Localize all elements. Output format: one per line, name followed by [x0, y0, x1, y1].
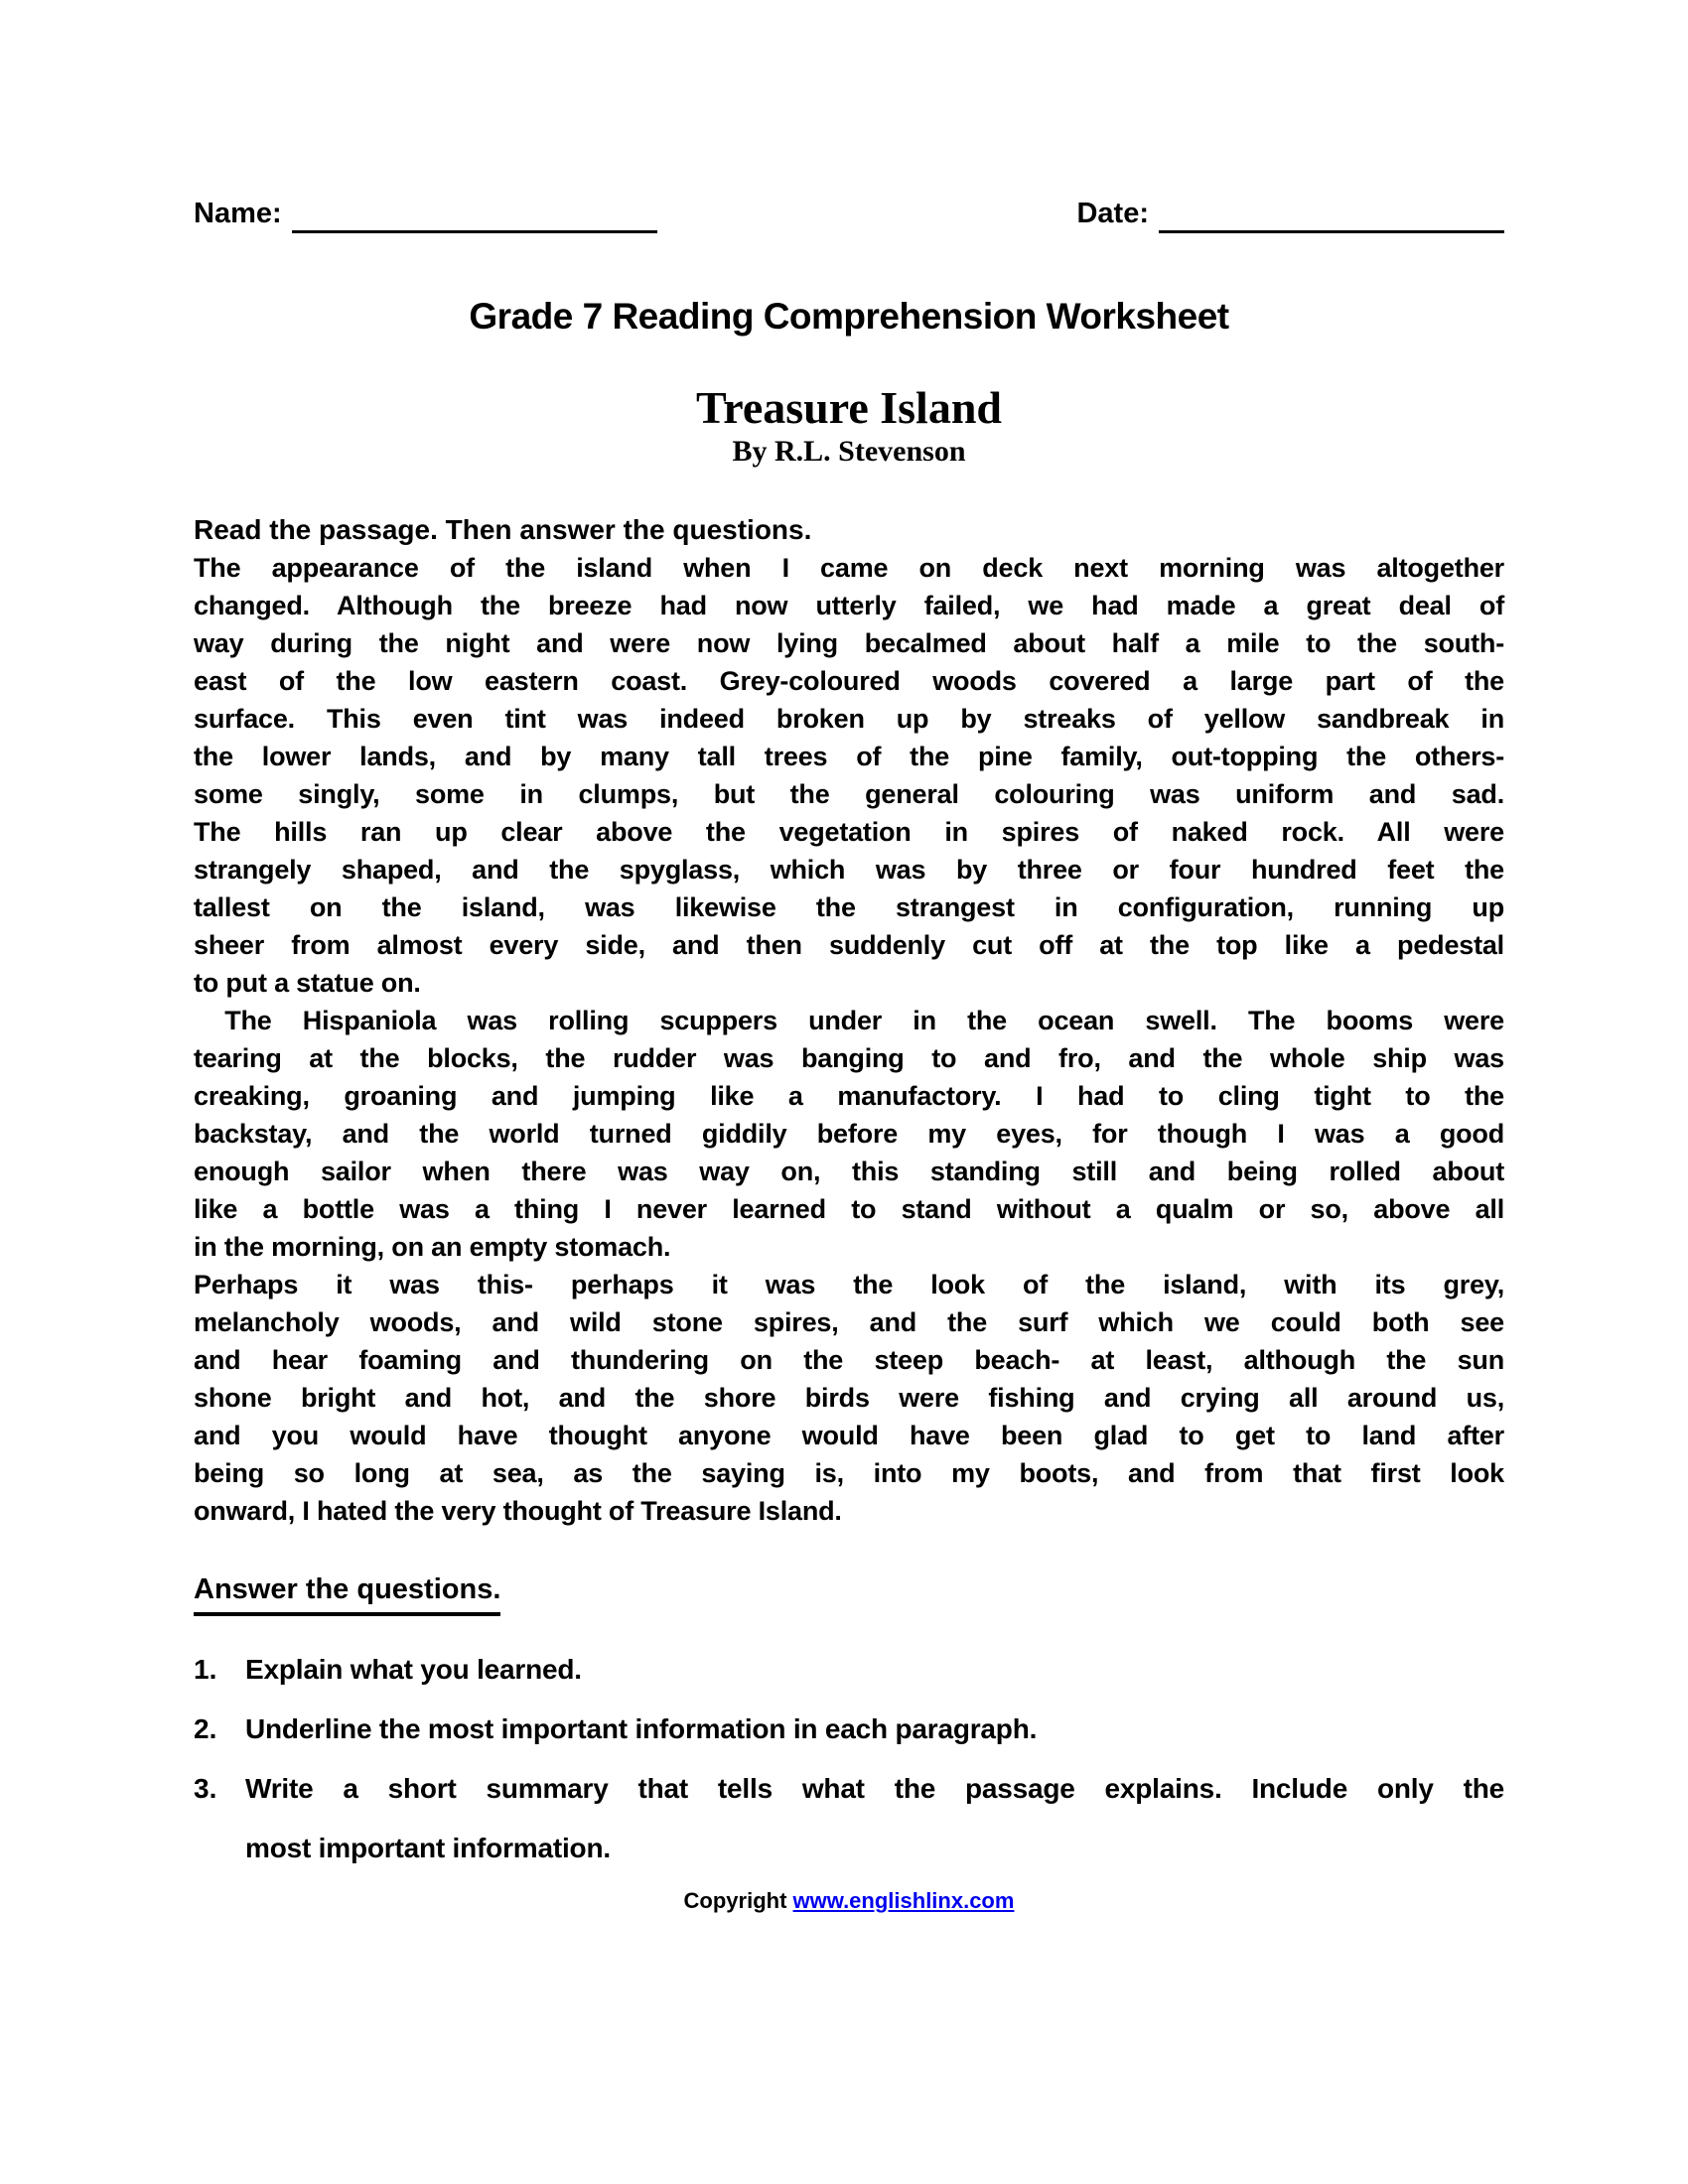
copyright-link[interactable]: www.englishlinx.com	[792, 1888, 1015, 1913]
date-label: Date:	[1076, 198, 1149, 229]
text-line: like a bottle was a thing I never learned to stand without a qualm or so, above all	[194, 1194, 1504, 1224]
question-text	[245, 1640, 1504, 1700]
text-line: creaking, groaning and jumping like a manufactory. I had to cling tight to the	[194, 1081, 1504, 1111]
text-line: strangely shaped, and the spyglass, which was by three or four hundred feet the	[194, 855, 1504, 885]
question-text	[245, 1700, 1504, 1759]
text-line: east of the low eastern coast. Grey-coloured woods covered a large part of the	[194, 666, 1504, 696]
question-number: 2.	[194, 1713, 217, 1744]
text-line: Underline the most important information in each paragraph.	[245, 1713, 1038, 1744]
text-line: the lower lands, and by many tall trees of the pine family, out-topping the others-	[194, 742, 1504, 771]
question-text	[245, 1759, 1504, 1878]
worksheet-title: Grade 7 Reading Comprehension Worksheet	[469, 296, 1229, 337]
text-line: shone bright and hot, and the shore birds were fishing and crying all around us,	[194, 1383, 1504, 1413]
text-line: way during the night and were now lying becalmed about half a mile to the south-	[194, 628, 1504, 658]
passage-paragraph-2	[194, 1002, 1504, 1266]
question-item-3	[194, 1759, 1504, 1878]
copyright-label: Copyright	[683, 1888, 793, 1913]
name-blank	[292, 201, 657, 233]
text-line: The Hispaniola was rolling scuppers under in the ocean swell. The booms were	[194, 1006, 1504, 1035]
text-line: onward, I hated the very thought of Treasure Island.	[194, 1496, 842, 1526]
name-label: Name:	[194, 198, 282, 229]
text-line: most important information.	[245, 1833, 611, 1863]
question-number: 3.	[194, 1773, 217, 1804]
byline: By R.L. Stevenson	[732, 435, 966, 468]
text-line: changed. Although the breeze had now utterly failed, we had made a great deal of	[194, 591, 1504, 620]
text-line: Explain what you learned.	[245, 1654, 582, 1685]
date-field-group	[1076, 194, 1504, 233]
question-number: 1.	[194, 1654, 217, 1685]
text-line: The appearance of the island when I came on deck next morning was altogether	[194, 553, 1504, 583]
text-line: in the morning, on an empty stomach.	[194, 1232, 671, 1262]
instructions: Read the passage. Then answer the questions.	[194, 514, 812, 545]
text-line: to put a statue on.	[194, 968, 421, 998]
text-line: tearing at the blocks, the rudder was banging to and fro, and the whole ship was	[194, 1043, 1504, 1073]
passage	[194, 549, 1504, 1530]
text-line: enough sailor when there was way on, this standing still and being rolled about	[194, 1157, 1504, 1186]
name-field-group	[194, 194, 657, 233]
name-date-row	[194, 194, 1504, 233]
question-item-2	[194, 1700, 1504, 1759]
text-line: and you would have thought anyone would have been glad to get to land after	[194, 1421, 1504, 1450]
passage-paragraph-3	[194, 1266, 1504, 1530]
text-line: being so long at sea, as the saying is, into my boots, and from that first look	[194, 1458, 1504, 1488]
passage-paragraph-1	[194, 549, 1504, 1002]
date-blank	[1159, 201, 1504, 233]
footer	[194, 1886, 1504, 1916]
text-line: melancholy woods, and wild stone spires, and the surf which we could both see	[194, 1307, 1504, 1337]
text-line: tallest on the island, was likewise the strangest in configuration, running up	[194, 892, 1504, 922]
text-line: backstay, and the world turned giddily before my eyes, for though I was a good	[194, 1119, 1504, 1149]
text-line: The hills ran up clear above the vegetation in spires of naked rock. All were	[194, 817, 1504, 847]
text-line: and hear foaming and thundering on the steep beach- at least, although the sun	[194, 1345, 1504, 1375]
questions-heading: Answer the questions.	[194, 1570, 1504, 1616]
passage-title: Treasure Island	[695, 382, 1002, 433]
text-line: sheer from almost every side, and then suddenly cut off at the top like a pedestal	[194, 930, 1504, 960]
text-line: Perhaps it was this- perhaps it was the look of the island, with its grey,	[194, 1270, 1504, 1299]
question-item-1	[194, 1640, 1504, 1700]
text-line: some singly, some in clumps, but the general colouring was uniform and sad.	[194, 779, 1504, 809]
text-line: surface. This even tint was indeed broken up by streaks of yellow sandbreak in	[194, 704, 1504, 734]
text-line: Write a short summary that tells what the passage explains. Include only the	[245, 1773, 1504, 1804]
questions-list	[194, 1640, 1504, 1878]
